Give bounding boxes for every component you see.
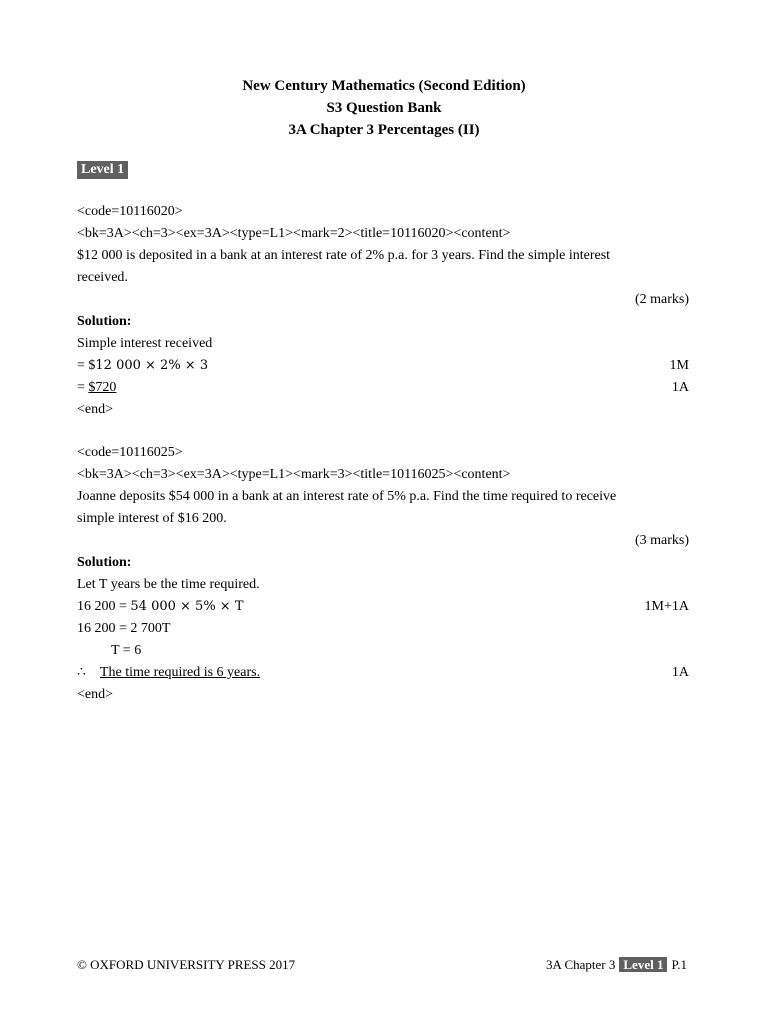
q2-marks: (3 marks) [634,533,689,548]
footer-copyright: © OXFORD UNIVERSITY PRESS 2017 [77,957,296,972]
q2-solution-step5 [77,662,689,684]
book-title: New Century Mathematics (Second Edition) [242,78,526,94]
q1-question-line1: $12 000 is deposited in a bank at an interest rate of 2% p.a. for 3 years. Find the simple interest [77,248,611,263]
q1-code: <code=10116020> [77,204,183,219]
q1-solution-step3 [77,377,689,399]
q1-step2-prefix: = $ [77,358,96,373]
q2-step2-prefix: 16 200 = [77,599,131,614]
level-badge: Level 1 [77,161,128,179]
q2-question-line1: Joanne deposits $54 000 in a bank at an interest rate of 5% p.a. Find the time required to receive [77,489,617,504]
q2-meta: <bk=3A><ch=3><ex=3A><type=L1><mark=3><title=10116025><content> [77,467,511,482]
q1-solution-step1: Simple interest received [77,336,213,351]
q1-end: <end> [77,402,114,417]
q1-solution-step2 [77,355,689,377]
q1-question-line2: received. [77,270,128,285]
footer-page-number: P.1 [671,957,687,972]
q2-answer: The time required is 6 years. [99,665,261,680]
chapter-title: 3A Chapter 3 Percentages (II) [288,122,480,138]
q1-marks: (2 marks) [634,292,689,307]
q2-step2-mark: 1M+1A [644,599,689,614]
q2-question-line2: simple interest of $16 200. [77,511,227,526]
q2-end: <end> [77,687,114,702]
q2-solution-step2 [77,596,689,618]
q1-step3-mark: 1A [671,380,689,395]
q2-solution-step3: 16 200 = 2 700T [77,621,171,636]
question-bank-title: S3 Question Bank [326,100,442,116]
footer-chapter: 3A Chapter 3 [546,957,616,972]
q1-meta: <bk=3A><ch=3><ex=3A><type=L1><mark=2><title=10116020><content> [77,226,511,241]
q2-step2-math: 54 000 × 5% × T [130,599,244,614]
q1-step2-mark: 1M [669,358,689,373]
q2-marks-row [77,530,689,552]
q1-answer: $720 [88,380,117,395]
therefore-symbol: ∴ [77,665,86,680]
page-header [0,75,768,141]
q2-solution-step1: Let T years be the time required. [77,577,260,592]
footer-page-info [546,955,687,975]
q1-step3-prefix: = [77,380,89,395]
q1-solution-label: Solution: [77,314,132,329]
q2-solution-step4: T = 6 [111,643,142,658]
footer-level-badge: Level 1 [619,957,667,972]
q1-marks-row [77,289,689,311]
q2-code: <code=10116025> [77,445,183,460]
q2-solution-label: Solution: [77,555,132,570]
q2-step5-mark: 1A [671,665,689,680]
q1-step2-math: 12 000 × 2% × 3 [95,358,209,373]
